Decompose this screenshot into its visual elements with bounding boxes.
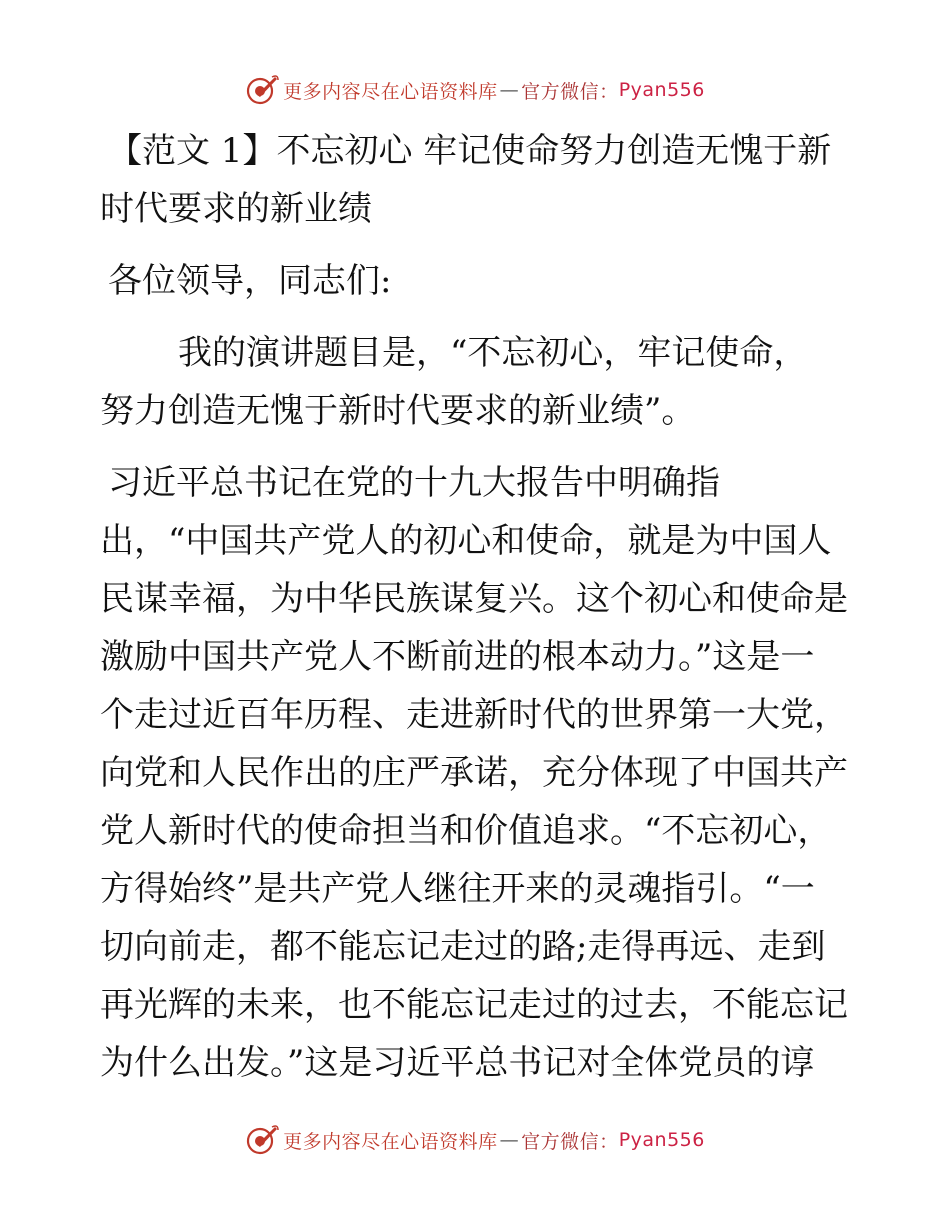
paragraph-2 [100, 454, 850, 1092]
paragraph-line: 党人新时代的使命担当和价值追求。“不忘初心， [100, 811, 832, 851]
paragraph-line: 民谋幸福，为中华民族谋复兴。这个初心和使命是 [100, 579, 848, 619]
banner-wechat-label: 官方微信： [521, 1130, 619, 1153]
title-line: 【范文 1】不忘初心 牢记使命努力创造无愧于新 [108, 131, 832, 171]
paragraph-line: 方得始终”是共产党人继往开来的灵魂指引。“一 [100, 869, 815, 909]
quill-pen-logo-icon [245, 1123, 279, 1157]
paragraph-line: 个走过近百年历程、走进新时代的世界第一大党， [100, 695, 848, 735]
paragraph-line: 习近平总书记在党的十九大报告中明确指 [108, 463, 720, 503]
paragraph-1 [100, 324, 850, 440]
paragraph-line: 切向前走，都不能忘记走过的路;走得再远、走到 [100, 927, 826, 967]
paragraph-line: 为什么出发。”这是习近平总书记对全体党员的谆 [100, 1043, 815, 1083]
paragraph-line: 向党和人民作出的庄严承诺，充分体现了中国共产 [100, 753, 848, 793]
quill-pen-logo-icon [245, 73, 279, 107]
banner-text: 更多内容尽在心语资料库 [283, 80, 498, 103]
paragraph-line: 我的演讲题目是，“不忘初心，牢记使命， [178, 333, 808, 373]
footer-banner [0, 1120, 950, 1160]
banner-dash: — [499, 79, 520, 101]
document-body [100, 122, 850, 1092]
banner-text: 更多内容尽在心语资料库 [283, 1130, 498, 1153]
greeting: 各位领导，同志们: [108, 261, 392, 301]
paragraph-line: 出，“中国共产党人的初心和使命，就是为中国人 [100, 521, 832, 561]
paragraph-line: 激励中国共产党人不断前进的根本动力。”这是一 [100, 637, 815, 677]
title-line: 时代要求的新业绩 [100, 189, 372, 229]
banner-wechat-label: 官方微信： [521, 80, 619, 103]
paragraph-line: 再光辉的未来，也不能忘记走过的过去，不能忘记 [100, 985, 848, 1025]
paragraph-line: 努力创造无愧于新时代要求的新业绩”。 [100, 391, 696, 431]
banner-wechat-id: Pyan556 [618, 1129, 705, 1151]
banner-wechat-id: Pyan556 [618, 79, 705, 101]
banner-dash: — [499, 1129, 520, 1151]
document-title [100, 122, 850, 238]
header-banner [0, 70, 950, 110]
